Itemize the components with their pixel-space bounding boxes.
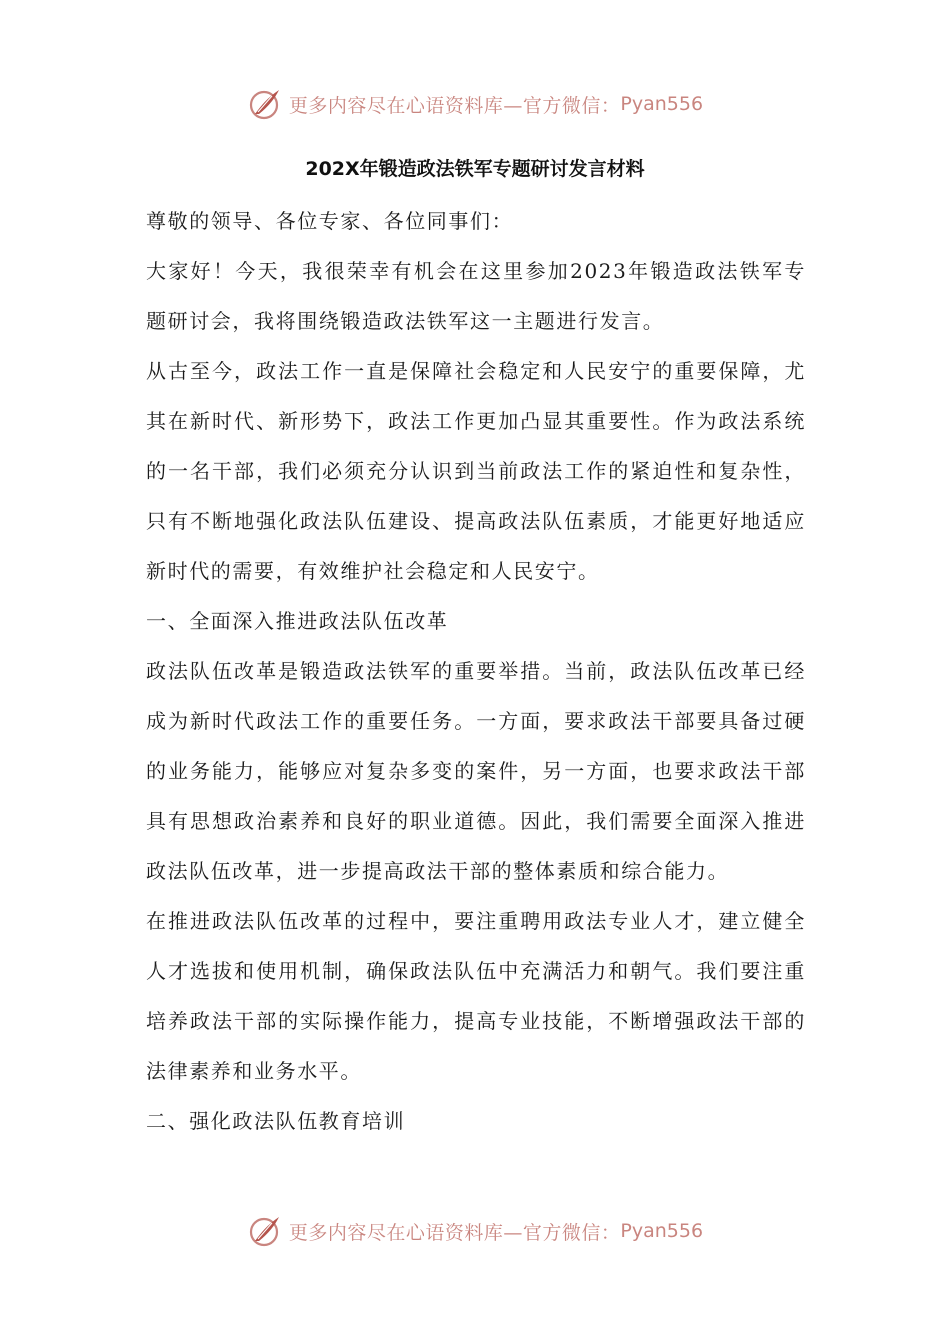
- watermark-text: 更多内容尽在心语资料库—官方微信：: [288, 94, 621, 117]
- quill-logo-icon: [247, 86, 283, 122]
- footer-watermark: [0, 1211, 950, 1251]
- paragraph: 在推进政法队伍改革的过程中，要注重聘用政法专业人才，建立健全人才选拔和使用机制，确保政法队伍中充满活力和朝气。我们要注重培养政法干部的实际操作能力，提高专业技能，不断增强政法干部的法律素养和业务水平。: [146, 909, 806, 1083]
- watermark-text: 更多内容尽在心语资料库—官方微信：: [288, 1221, 621, 1244]
- watermark-wechat-id: Pyan556: [620, 1220, 704, 1242]
- paragraph: 从古至今，政法工作一直是保障社会稳定和人民安宁的重要保障，尤其在新时代、新形势下，政法工作更加凸显其重要性。作为政法系统的一名干部，我们必须充分认识到当前政法工作的紧迫性和复杂性，只有不断地强化政法队伍建设、提高政法队伍素质，才能更好地适应新时代的需要，有效维护社会稳定和人民安宁。: [146, 359, 806, 583]
- paragraph: 政法队伍改革是锻造政法铁军的重要举措。当前，政法队伍改革已经成为新时代政法工作的重要任务。一方面，要求政法干部要具备过硬的业务能力，能够应对复杂多变的案件，另一方面，也要求政法干部具有思想政治素养和良好的职业道德。因此，我们需要全面深入推进政法队伍改革，进一步提高政法干部的整体素质和综合能力。: [146, 659, 806, 883]
- salutation: 尊敬的领导、各位专家、各位同事们：: [146, 209, 514, 233]
- section-heading: 一、全面深入推进政法队伍改革: [146, 609, 449, 633]
- watermark-wechat-id: Pyan556: [620, 93, 704, 115]
- document-title: 202X年锻造政法铁军专题研讨发言材料: [305, 158, 645, 180]
- section-heading: 二、强化政法队伍教育培训: [146, 1109, 406, 1133]
- header-watermark: [0, 84, 950, 124]
- paragraph: 大家好！今天，我很荣幸有机会在这里参加2023年锻造政法铁军专题研讨会，我将围绕锻造政法铁军这一主题进行发言。: [146, 259, 806, 333]
- document-body: [146, 196, 806, 1146]
- quill-logo-icon: [247, 1213, 283, 1249]
